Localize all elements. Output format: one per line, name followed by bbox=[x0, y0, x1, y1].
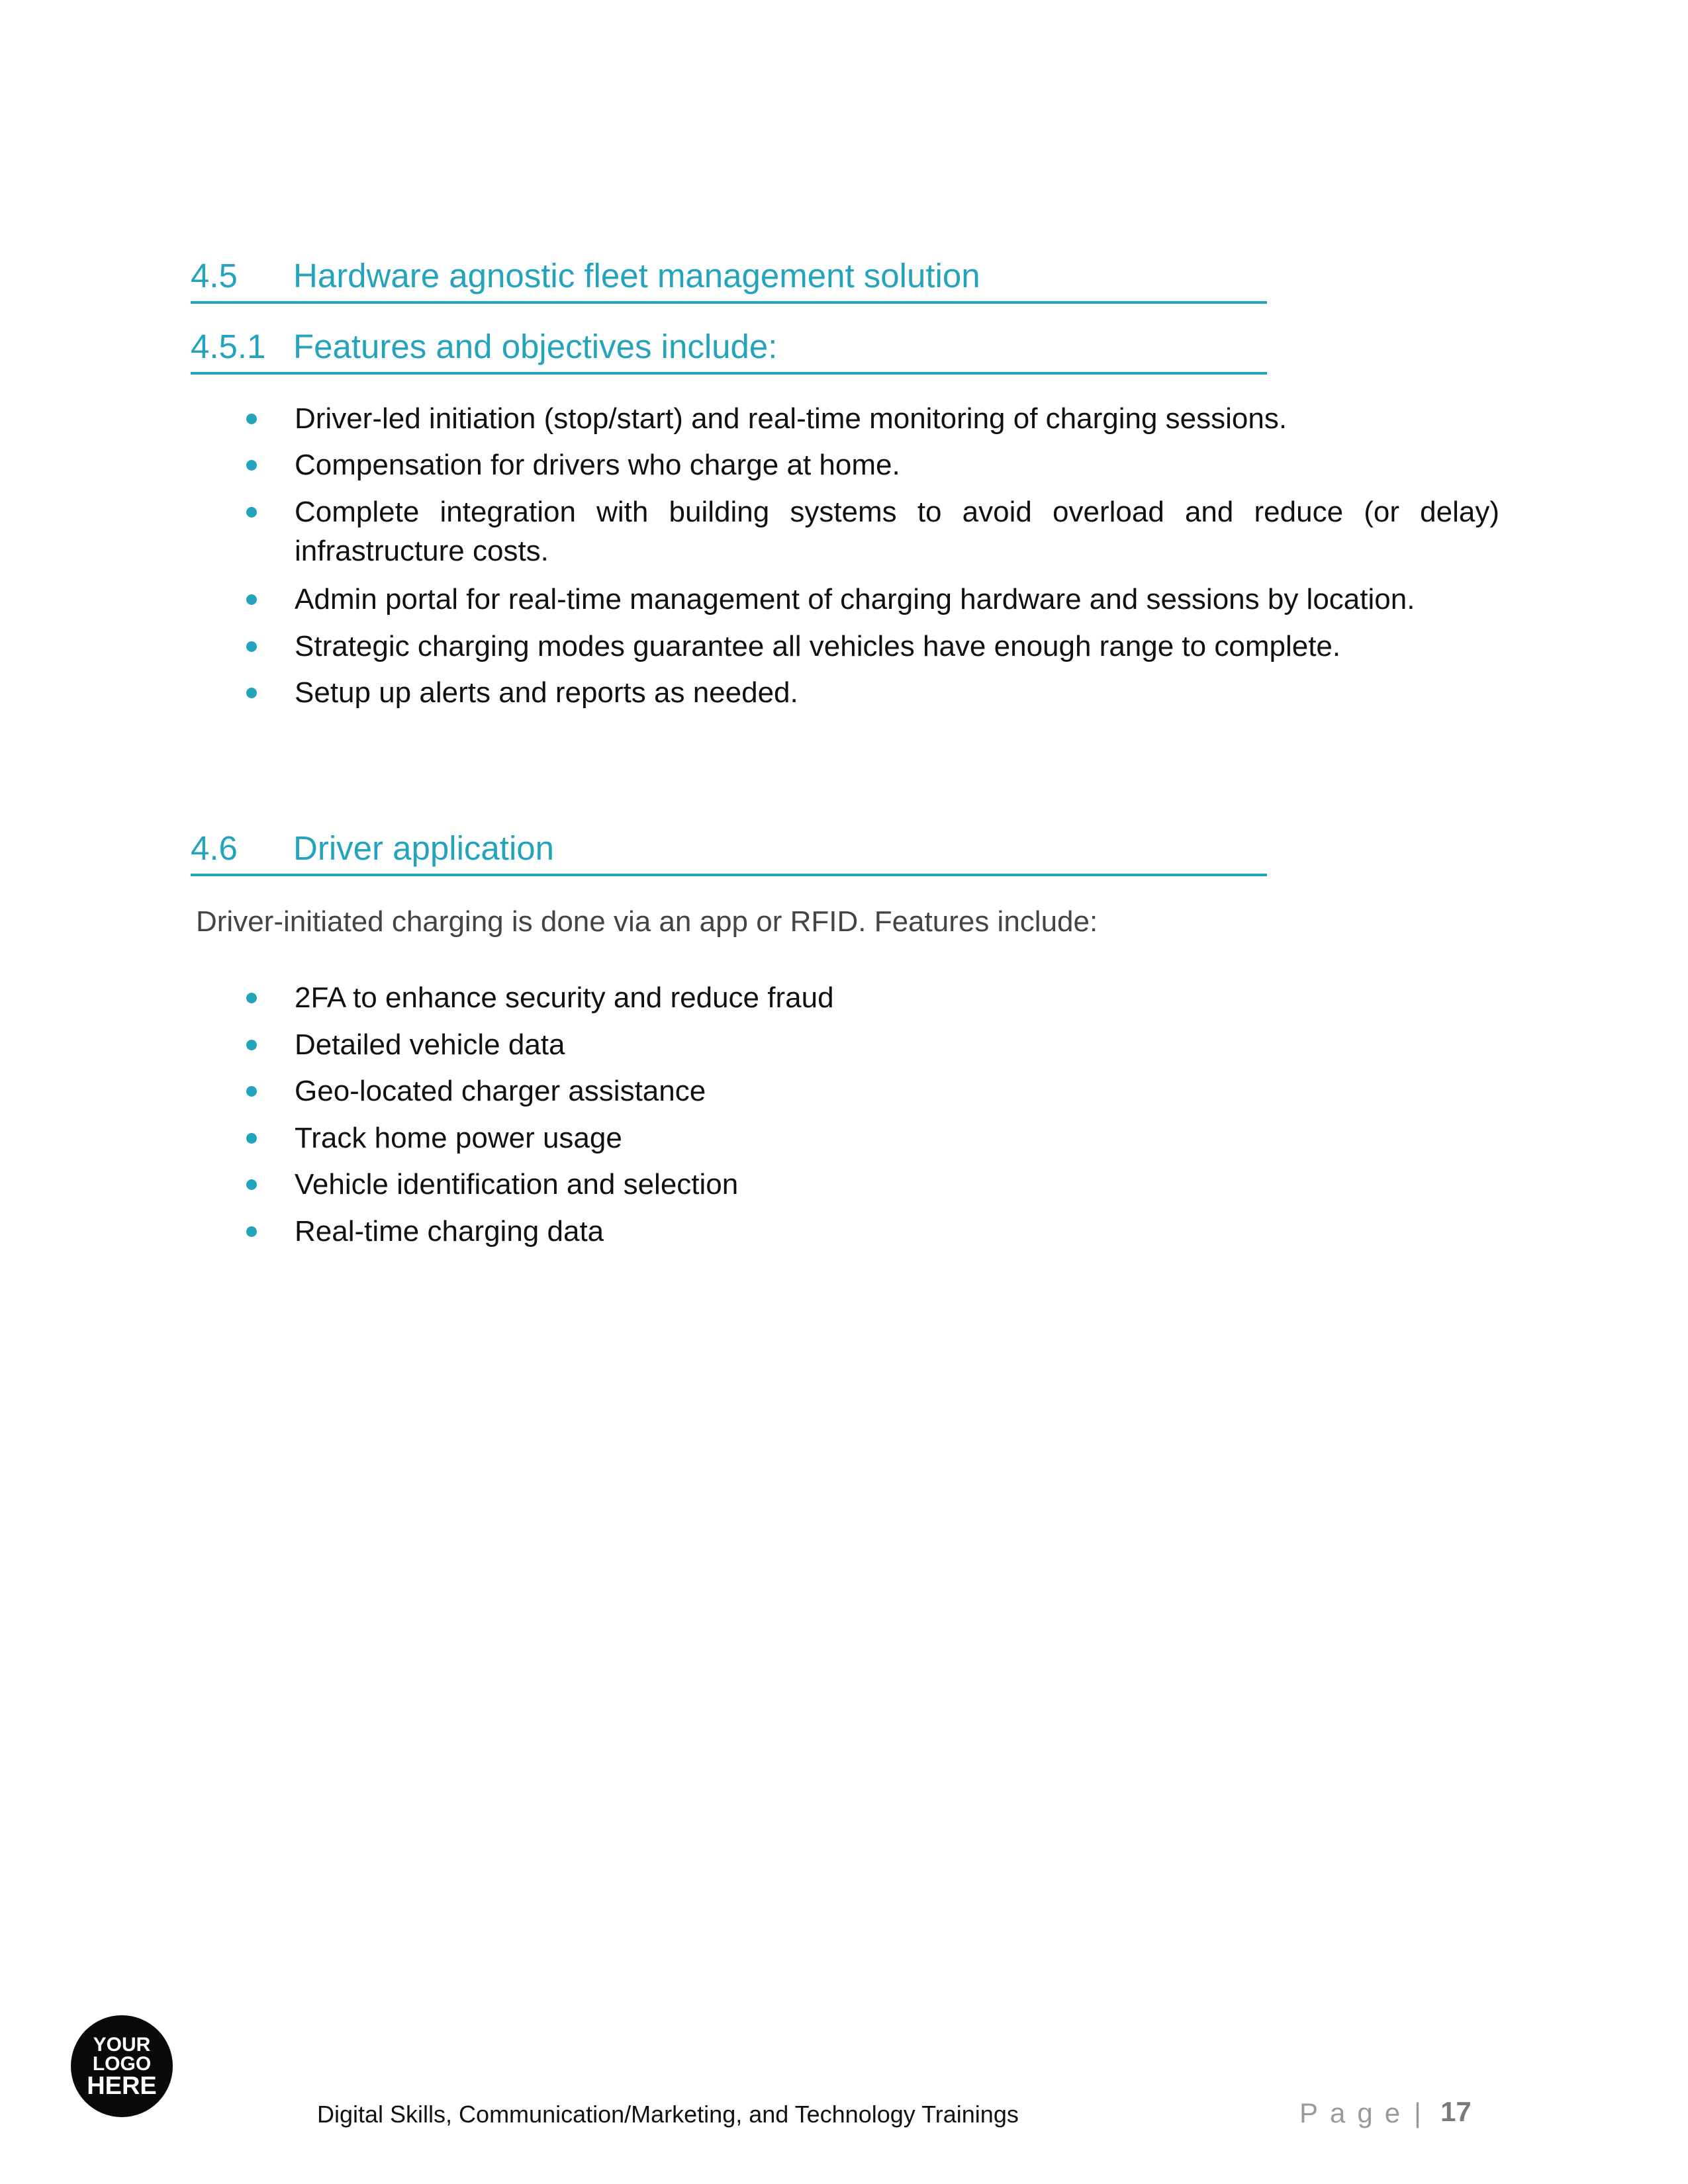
bullet-icon bbox=[246, 1179, 257, 1190]
section-heading-4-5-1 bbox=[191, 326, 1267, 375]
bullet-icon bbox=[246, 594, 257, 605]
section-heading-4-6 bbox=[191, 827, 1267, 876]
bullet-icon bbox=[246, 641, 257, 652]
bullet-icon bbox=[246, 993, 257, 1003]
section-number: 4.5 bbox=[191, 257, 238, 295]
bullet-icon bbox=[246, 1086, 257, 1097]
section-title: Driver application bbox=[293, 829, 555, 867]
company-logo bbox=[71, 2015, 173, 2117]
bullet-icon bbox=[246, 460, 257, 471]
driver-app-intro: Driver-initiated charging is done via an app or RFID. Features include: bbox=[196, 905, 1098, 938]
bullet-icon bbox=[246, 1226, 257, 1237]
svg-text:LOGO: LOGO bbox=[92, 2053, 152, 2075]
page-label: Page bbox=[1299, 2097, 1413, 2128]
page-number: 17 bbox=[1440, 2096, 1472, 2127]
page-separator: | bbox=[1414, 2097, 1421, 2128]
section-number: 4.6 bbox=[191, 829, 238, 867]
footer-title: Digital Skills, Communication/Marketing, and Technology Trainings bbox=[317, 2101, 1019, 2128]
bullet-icon bbox=[246, 1133, 257, 1144]
svg-text:HERE: HERE bbox=[87, 2072, 157, 2100]
section-title: Features and objectives include: bbox=[293, 328, 778, 365]
bullet-icon bbox=[246, 414, 257, 424]
logo-icon bbox=[71, 2015, 173, 2117]
section-heading-4-5 bbox=[191, 255, 1267, 304]
bullet-icon bbox=[246, 507, 257, 518]
bullet-icon bbox=[246, 1040, 257, 1050]
document-page: 4.5 Hardware agnostic fleet management solution 4.5.1 Features and objectives include: Driver-led initiation (stop/start) and real-time monitoring of charging sessions. Compensation for drivers who charge at home. Complete integration with building systems to avoid overload and reduce (or delay) infrastructure costs. Admin portal for real-time management of charging hardware and sessions by location. Strategic charging modes guarantee all vehicles have enough range to complete. Setup up alerts and reports as needed. 4.6 Driver application Driver-initiated charging is done via an app or RFID. Features include: 2FA to enhance security and reduce fraud Detailed vehicle data Geo-located charger assistance Track home power usage Vehicle identification and selection Real-time charging data YOUR LOGO HERE Digital Skills, Communication/Marketing, and Technology Trainings Page | 17 bbox=[0, 0, 1688, 2184]
bullet-icon bbox=[246, 688, 257, 698]
svg-text:YOUR: YOUR bbox=[93, 2034, 151, 2056]
section-title: Hardware agnostic fleet management solution bbox=[293, 257, 980, 295]
section-number: 4.5.1 bbox=[191, 328, 266, 365]
